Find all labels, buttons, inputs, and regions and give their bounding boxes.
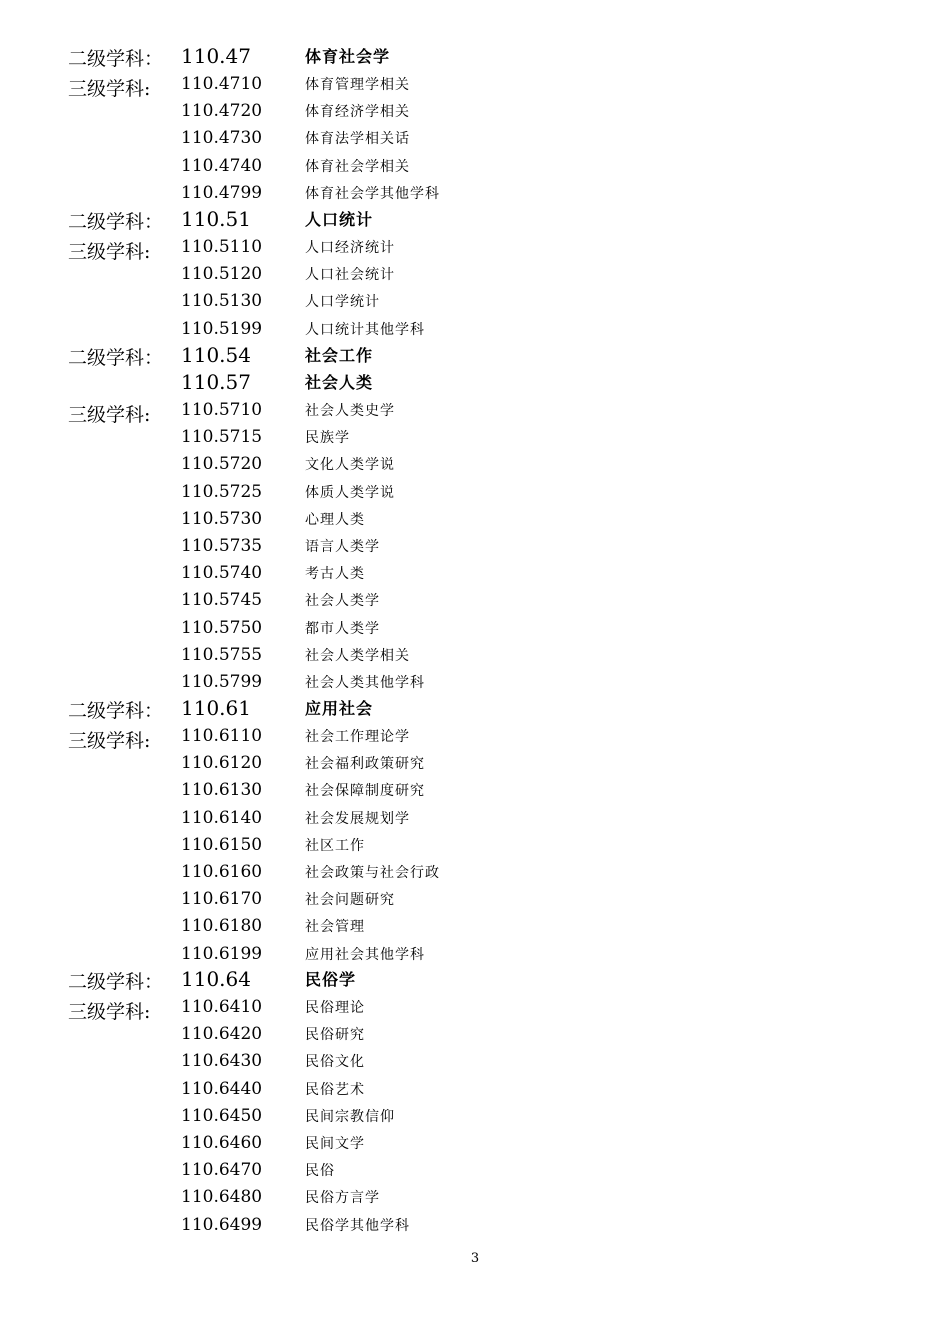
third-level-code: 110.5120 <box>181 264 263 284</box>
third-level-row <box>0 618 950 645</box>
third-level-row <box>0 862 950 889</box>
third-level-row <box>0 427 950 454</box>
second-level-name: 体育社会学 <box>305 47 391 66</box>
third-level-code: 110.5720 <box>181 454 263 474</box>
third-level-row <box>0 183 950 210</box>
third-level-code: 110.6150 <box>181 835 263 855</box>
third-level-code: 110.4720 <box>181 101 263 121</box>
third-level-code: 110.6110 <box>181 726 263 746</box>
third-level-name: 社区工作 <box>305 838 365 854</box>
third-level-code: 110.6499 <box>181 1215 263 1235</box>
third-level-name: 社会管理 <box>305 919 365 935</box>
second-level-name: 社会工作 <box>305 346 374 365</box>
third-level-row <box>0 482 950 509</box>
third-level-name: 社会工作理论学 <box>305 729 410 745</box>
third-level-code: 110.6199 <box>181 944 263 964</box>
third-level-row <box>0 835 950 862</box>
third-level-name: 民族学 <box>305 430 350 446</box>
third-level-code: 110.5130 <box>181 291 263 311</box>
third-level-row <box>0 1106 950 1133</box>
third-level-row <box>0 536 950 563</box>
third-level-row <box>0 1024 950 1051</box>
third-level-name: 人口社会统计 <box>305 267 395 283</box>
third-level-row <box>0 509 950 536</box>
third-level-name: 心理人类 <box>305 512 365 528</box>
third-level-name: 人口统计其他学科 <box>305 322 425 338</box>
second-level-label: 二级学科： <box>68 347 164 369</box>
third-level-code: 110.6410 <box>181 997 263 1017</box>
third-level-code: 110.6130 <box>181 780 263 800</box>
third-level-name: 社会发展规划学 <box>305 811 410 827</box>
page-number: 3 <box>470 1251 480 1266</box>
third-level-label: 三级学科: <box>68 78 151 100</box>
third-level-name: 民间文学 <box>305 1136 365 1152</box>
third-level-name: 民间宗教信仰 <box>305 1109 395 1125</box>
third-level-name: 体育社会学相关 <box>305 159 410 175</box>
third-level-name: 人口经济统计 <box>305 240 395 256</box>
third-level-name: 体育法学相关话 <box>305 131 410 147</box>
third-level-label: 三级学科: <box>68 404 151 426</box>
third-level-row <box>0 997 950 1024</box>
second-level-code: 110.47 <box>181 44 251 68</box>
third-level-row <box>0 400 950 427</box>
second-level-code: 110.54 <box>181 343 251 367</box>
second-level-row <box>0 207 950 233</box>
third-level-name: 社会问题研究 <box>305 892 395 908</box>
third-level-row <box>0 916 950 943</box>
third-level-name: 民俗艺术 <box>305 1082 365 1098</box>
third-level-name: 社会人类学相关 <box>305 648 410 664</box>
third-level-code: 110.6420 <box>181 1024 263 1044</box>
second-level-row <box>0 370 950 396</box>
third-level-code: 110.6450 <box>181 1106 263 1126</box>
third-level-code: 110.4730 <box>181 128 263 148</box>
third-level-row <box>0 1051 950 1078</box>
third-level-row <box>0 264 950 291</box>
third-level-name: 社会政策与社会行政 <box>305 865 440 881</box>
third-level-name: 民俗方言学 <box>305 1190 380 1206</box>
third-level-row <box>0 1215 950 1242</box>
third-level-code: 110.6140 <box>181 808 263 828</box>
third-level-name: 民俗理论 <box>305 1000 365 1016</box>
third-level-name: 社会福利政策研究 <box>305 756 425 772</box>
third-level-name: 体质人类学说 <box>305 485 395 501</box>
second-level-row <box>0 967 950 993</box>
third-level-code: 110.6120 <box>181 753 263 773</box>
second-level-row <box>0 44 950 70</box>
third-level-code: 110.5730 <box>181 509 263 529</box>
third-level-code: 110.5110 <box>181 237 263 257</box>
third-level-name: 文化人类学说 <box>305 457 395 473</box>
third-level-row <box>0 128 950 155</box>
third-level-code: 110.4799 <box>181 183 263 203</box>
third-level-row <box>0 889 950 916</box>
third-level-code: 110.6430 <box>181 1051 263 1071</box>
third-level-row <box>0 563 950 590</box>
third-level-code: 110.5199 <box>181 319 263 339</box>
third-level-row <box>0 74 950 101</box>
third-level-code: 110.6180 <box>181 916 263 936</box>
third-level-name: 社会人类其他学科 <box>305 675 425 691</box>
second-level-name: 民俗学 <box>305 970 357 989</box>
third-level-name: 民俗 <box>305 1163 335 1179</box>
third-level-label: 三级学科: <box>68 1001 151 1023</box>
third-level-name: 应用社会其他学科 <box>305 947 425 963</box>
third-level-row <box>0 291 950 318</box>
second-level-label: 二级学科： <box>68 48 164 70</box>
second-level-code: 110.57 <box>181 370 251 394</box>
third-level-code: 110.6170 <box>181 889 263 909</box>
third-level-name: 都市人类学 <box>305 621 380 637</box>
third-level-name: 考古人类 <box>305 566 365 582</box>
third-level-row <box>0 753 950 780</box>
third-level-row <box>0 1187 950 1214</box>
third-level-code: 110.6480 <box>181 1187 263 1207</box>
third-level-code: 110.5740 <box>181 563 263 583</box>
third-level-name: 体育管理学相关 <box>305 77 410 93</box>
third-level-code: 110.6460 <box>181 1133 263 1153</box>
third-level-code: 110.5745 <box>181 590 263 610</box>
third-level-code: 110.4710 <box>181 74 263 94</box>
third-level-row <box>0 1079 950 1106</box>
second-level-label: 二级学科： <box>68 700 164 722</box>
third-level-code: 110.5735 <box>181 536 263 556</box>
third-level-label: 三级学科: <box>68 730 151 752</box>
third-level-name: 民俗学其他学科 <box>305 1218 410 1234</box>
second-level-code: 110.51 <box>181 207 251 231</box>
third-level-row <box>0 101 950 128</box>
third-level-code: 110.5799 <box>181 672 263 692</box>
third-level-code: 110.4740 <box>181 156 263 176</box>
third-level-name: 民俗研究 <box>305 1027 365 1043</box>
third-level-row <box>0 726 950 753</box>
third-level-label: 三级学科: <box>68 241 151 263</box>
third-level-row <box>0 1160 950 1187</box>
third-level-row <box>0 1133 950 1160</box>
second-level-row <box>0 343 950 369</box>
third-level-name: 体育经济学相关 <box>305 104 410 120</box>
second-level-code: 110.61 <box>181 696 251 720</box>
second-level-name: 应用社会 <box>305 699 374 718</box>
third-level-row <box>0 645 950 672</box>
second-level-code: 110.64 <box>181 967 251 991</box>
third-level-name: 民俗文化 <box>305 1054 365 1070</box>
third-level-row <box>0 237 950 264</box>
third-level-row <box>0 590 950 617</box>
third-level-code: 110.5710 <box>181 400 263 420</box>
second-level-label: 二级学科： <box>68 971 164 993</box>
third-level-code: 110.5725 <box>181 482 263 502</box>
third-level-name: 社会人类学 <box>305 593 380 609</box>
third-level-code: 110.6470 <box>181 1160 263 1180</box>
third-level-row <box>0 319 950 346</box>
third-level-row <box>0 672 950 699</box>
third-level-name: 社会人类史学 <box>305 403 395 419</box>
second-level-name: 人口统计 <box>305 210 374 229</box>
third-level-row <box>0 808 950 835</box>
third-level-code: 110.6440 <box>181 1079 263 1099</box>
second-level-row <box>0 696 950 722</box>
third-level-code: 110.5750 <box>181 618 263 638</box>
third-level-row <box>0 780 950 807</box>
third-level-code: 110.6160 <box>181 862 263 882</box>
second-level-name: 社会人类 <box>305 373 374 392</box>
third-level-row <box>0 454 950 481</box>
third-level-name: 体育社会学其他学科 <box>305 186 440 202</box>
third-level-code: 110.5755 <box>181 645 263 665</box>
second-level-label: 二级学科： <box>68 211 164 233</box>
third-level-code: 110.5715 <box>181 427 263 447</box>
third-level-name: 人口学统计 <box>305 294 380 310</box>
third-level-name: 社会保障制度研究 <box>305 783 425 799</box>
third-level-name: 语言人类学 <box>305 539 380 555</box>
third-level-row <box>0 156 950 183</box>
